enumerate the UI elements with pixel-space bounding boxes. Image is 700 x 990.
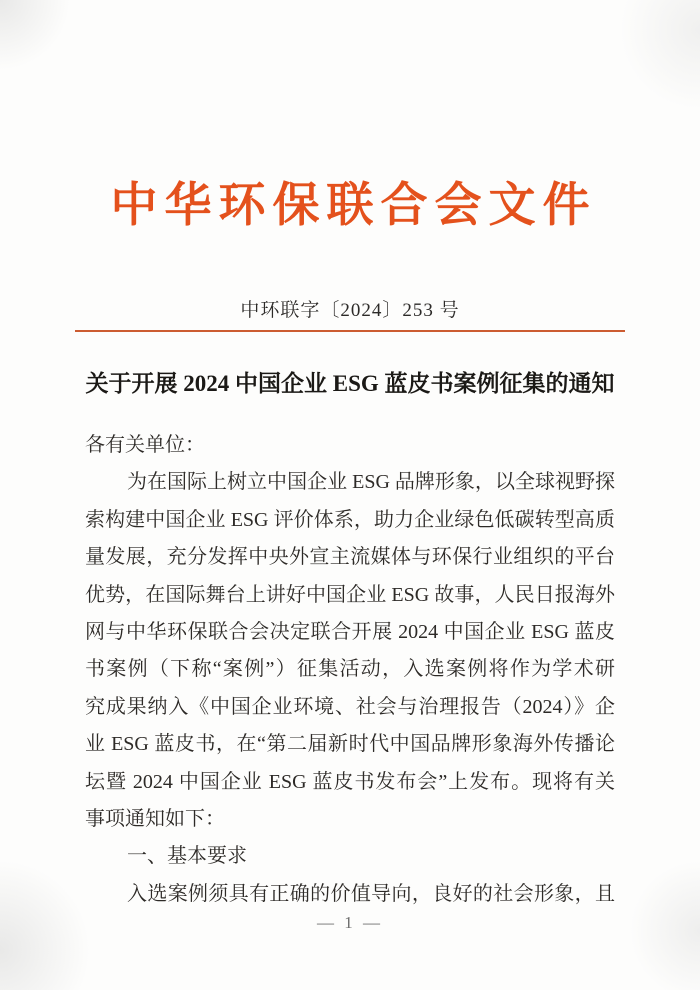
body-line: 优势，在国际舞台上讲好中国企业 ESG 故事，人民日报海外 bbox=[85, 583, 615, 606]
body-line: 书案例（下称“案例”）征集活动，入选案例将作为学术研 bbox=[85, 658, 615, 681]
page-number: — 1 — bbox=[317, 913, 383, 932]
body-line: 为在国际上树立中国企业 ESG 品牌形象，以全球视野探 bbox=[127, 471, 615, 494]
document-header-title: 中华环保联合会文件 bbox=[110, 180, 597, 232]
section-heading-line: 一、基本要求 bbox=[127, 845, 247, 868]
notice-title: 关于开展 2024 中国企业 ESG 蓝皮书案例征集的通知 bbox=[85, 371, 615, 396]
salutation-line: 各有关单位： bbox=[85, 434, 205, 456]
body-line: 索构建中国企业 ESG 评价体系，助力企业绿色低碳转型高质 bbox=[85, 508, 615, 531]
red-divider-line bbox=[75, 330, 625, 332]
document-number: 中环联字〔2024〕253 号 bbox=[240, 300, 460, 321]
body-line: 究成果纳入《中国企业环境、社会与治理报告（2024）》企 bbox=[85, 695, 615, 718]
body-line: 网与中华环保联合会决定联合开展 2024 中国企业 ESG 蓝皮 bbox=[85, 620, 615, 643]
document-body bbox=[85, 427, 615, 913]
body-line: 事项通知如下： bbox=[85, 807, 225, 830]
body-line: 量发展，充分发挥中央外宣主流媒体与环保行业组织的平台 bbox=[85, 546, 615, 569]
body-line: 坛暨 2024 中国企业 ESG 蓝皮书发布会”上发布。现将有关 bbox=[85, 770, 615, 793]
body-line: 入选案例须具有正确的价值导向，良好的社会形象，且 bbox=[127, 882, 615, 905]
body-line: 业 ESG 蓝皮书，在“第二届新时代中国品牌形象海外传播论 bbox=[85, 733, 615, 756]
